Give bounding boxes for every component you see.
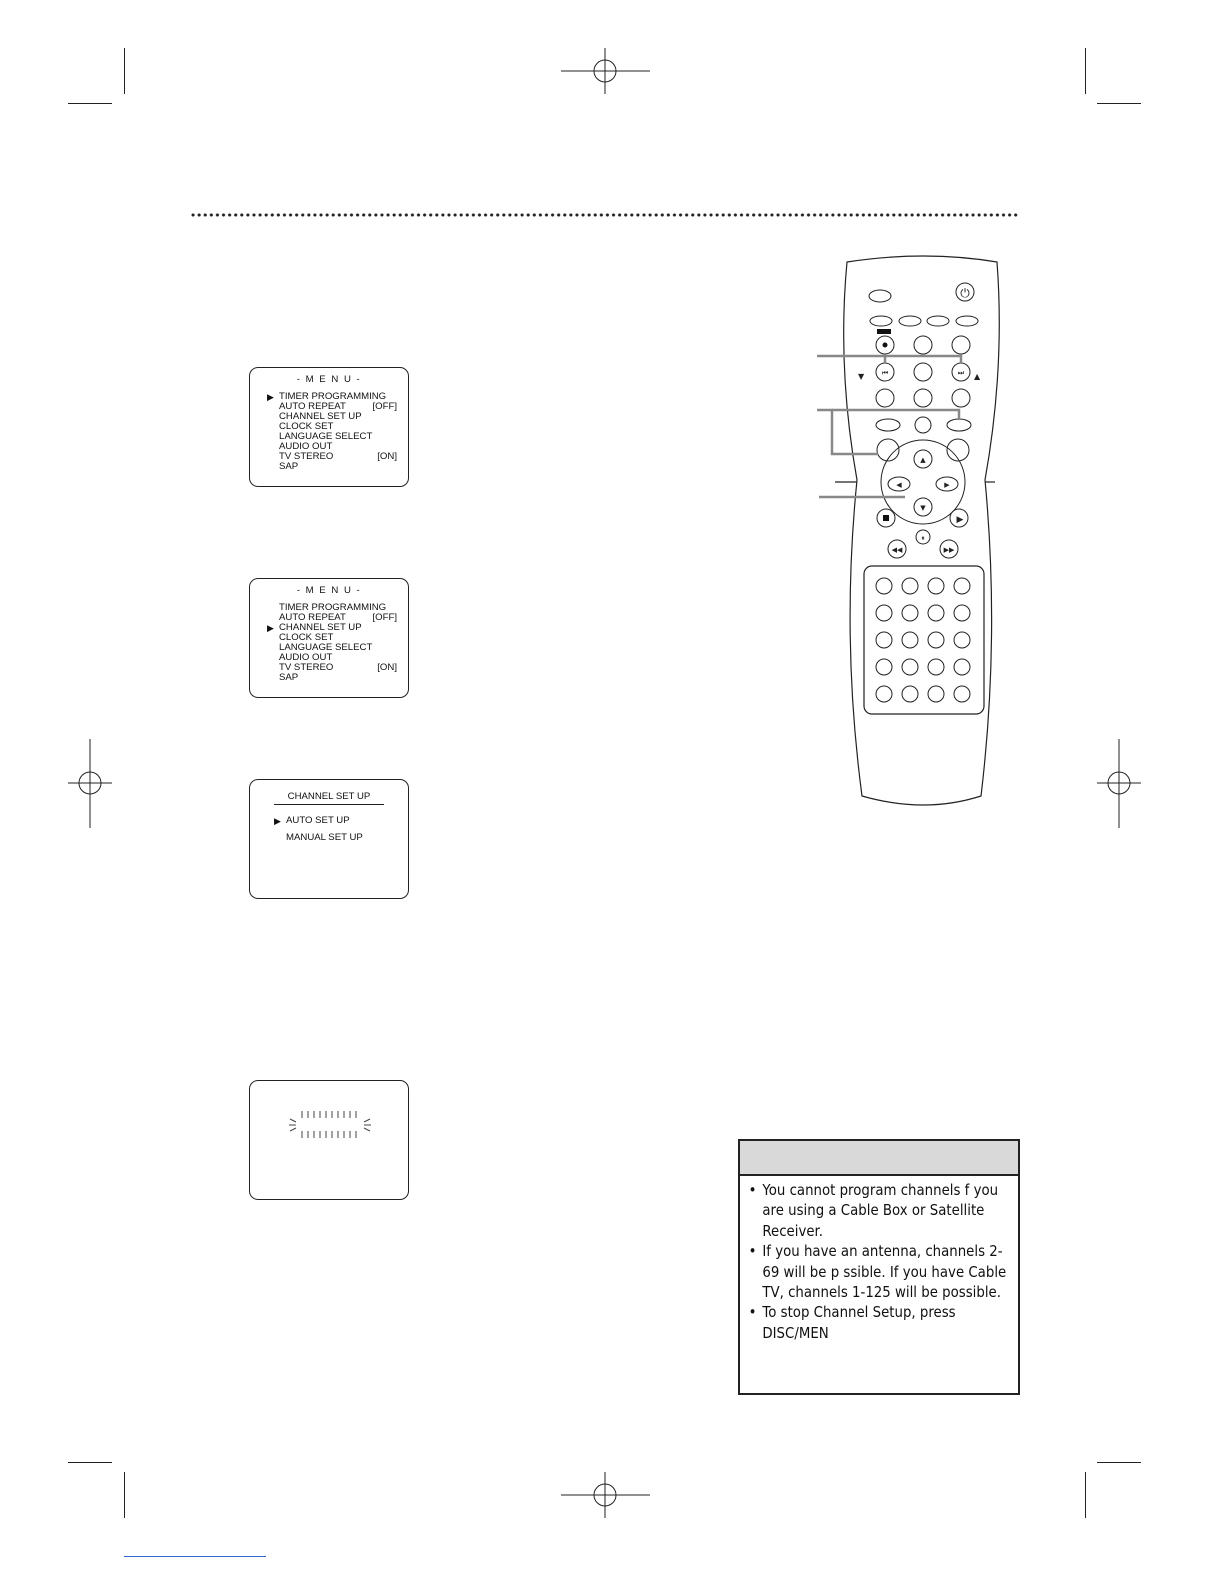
scanning-progress-icon (286, 1109, 374, 1141)
menu-item-label: CLOCK SET (279, 632, 334, 643)
round-button (914, 389, 932, 407)
black-tab (877, 329, 891, 334)
channel-setup-screen (249, 779, 409, 899)
svg-text:▼: ▼ (858, 372, 865, 381)
svg-text:▲: ▲ (974, 372, 981, 381)
helpful-hints-box (738, 1139, 1020, 1395)
menu-item-label: TIMER PROGRAMMING (279, 602, 387, 613)
hint-item: • If you have an antenna, channels 2-69 will be p ssible. If you have Cable TV, channels 1-125 will be possible. (749, 1241, 1011, 1302)
cursor-arrow-icon: ▶ (267, 392, 274, 402)
round-button (952, 336, 970, 354)
menu-screen-2 (249, 578, 409, 698)
menu-item-label: CHANNEL SET UP (279, 622, 362, 633)
power-icon: ⏻ (960, 286, 970, 300)
scanning-screen (249, 1080, 409, 1200)
remote-control (815, 248, 1010, 813)
round-button (952, 389, 970, 407)
play-icon: ▶ (956, 515, 964, 525)
callout-line-1 (817, 356, 885, 364)
registration-mark-bottom (561, 1472, 650, 1518)
round-button (914, 363, 932, 381)
menu-item-label: TV STEREO (279, 451, 334, 462)
menu-title: - M E N U - (296, 374, 362, 385)
round-button (915, 417, 931, 433)
oval-button (870, 316, 892, 326)
cursor-arrow-icon: ▶ (274, 816, 281, 826)
menu-item-label: AUDIO OUT (279, 441, 333, 452)
callout-lines (817, 356, 961, 497)
skip-back-icon: ⏮ (881, 369, 889, 377)
menu-item-value: [OFF] (372, 612, 397, 623)
fast-forward-icon: ▶▶ (943, 546, 955, 554)
oval-button (869, 290, 891, 302)
oval-button (956, 316, 978, 326)
footer-link-underline (124, 1556, 266, 1557)
menu-item-value: [OFF] (372, 401, 397, 412)
number-pad-panel (864, 566, 984, 714)
menu-item (279, 673, 397, 683)
menu-screen-1 (249, 367, 409, 487)
menu-item-label: AUDIO OUT (279, 652, 333, 663)
oval-button (947, 419, 971, 431)
round-button (914, 336, 932, 354)
oval-button (876, 419, 900, 431)
hint-item: • To stop Channel Setup, press DISC/MEN (749, 1302, 1011, 1343)
skip-forward-icon: ⏭ (957, 369, 965, 377)
hint-item: • You cannot program channels f you are using a Cable Box or Satellite Receiver. (749, 1180, 1011, 1241)
callout-line-2b (832, 410, 959, 420)
menu-item-label: LANGUAGE SELECT (279, 431, 373, 442)
menu-item (279, 462, 397, 472)
stop-icon (883, 515, 889, 521)
dotted-divider (190, 212, 1020, 218)
registration-mark-right (1097, 739, 1141, 828)
menu-item-value: [ON] (377, 662, 397, 673)
registration-mark-left (68, 739, 112, 828)
left-arrow-icon: ◀ (896, 481, 902, 489)
menu-list (267, 602, 397, 683)
helpful-hints-list (740, 1176, 1020, 1343)
rewind-icon: ◀◀ (891, 546, 903, 554)
channel-option: MANUAL SET UP (286, 832, 363, 843)
menu-title: - M E N U - (296, 585, 362, 596)
oval-button (899, 316, 921, 326)
menu-item-label: SAP (279, 672, 299, 683)
oval-button (927, 316, 949, 326)
menu-item-label: AUTO REPEAT (279, 612, 346, 623)
cursor-arrow-icon: ▶ (267, 623, 274, 633)
down-arrow-icon: ▼ (920, 504, 926, 512)
menu-item-label: SAP (279, 461, 299, 472)
menu-item-label: CLOCK SET (279, 421, 334, 432)
round-button (876, 389, 894, 407)
number-pad-buttons (876, 578, 970, 702)
channel-option: AUTO SET UP (286, 815, 350, 826)
up-arrow-icon: ▲ (920, 456, 926, 464)
pause-icon: ⏸ (921, 534, 925, 542)
channel-setup-title: CHANNEL SET UP (274, 792, 384, 805)
menu-item-label: LANGUAGE SELECT (279, 642, 373, 653)
menu-item-label: TIMER PROGRAMMING (279, 391, 387, 402)
menu-item-value: [ON] (377, 451, 397, 462)
helpful-hints-header (740, 1141, 1018, 1176)
right-arrow-icon: ▶ (944, 481, 950, 489)
registration-mark-top (561, 48, 650, 94)
menu-item-label: TV STEREO (279, 662, 334, 673)
menu-item-label: AUTO REPEAT (279, 401, 346, 412)
menu-list (267, 391, 397, 472)
menu-item-label: CHANNEL SET UP (279, 411, 362, 422)
